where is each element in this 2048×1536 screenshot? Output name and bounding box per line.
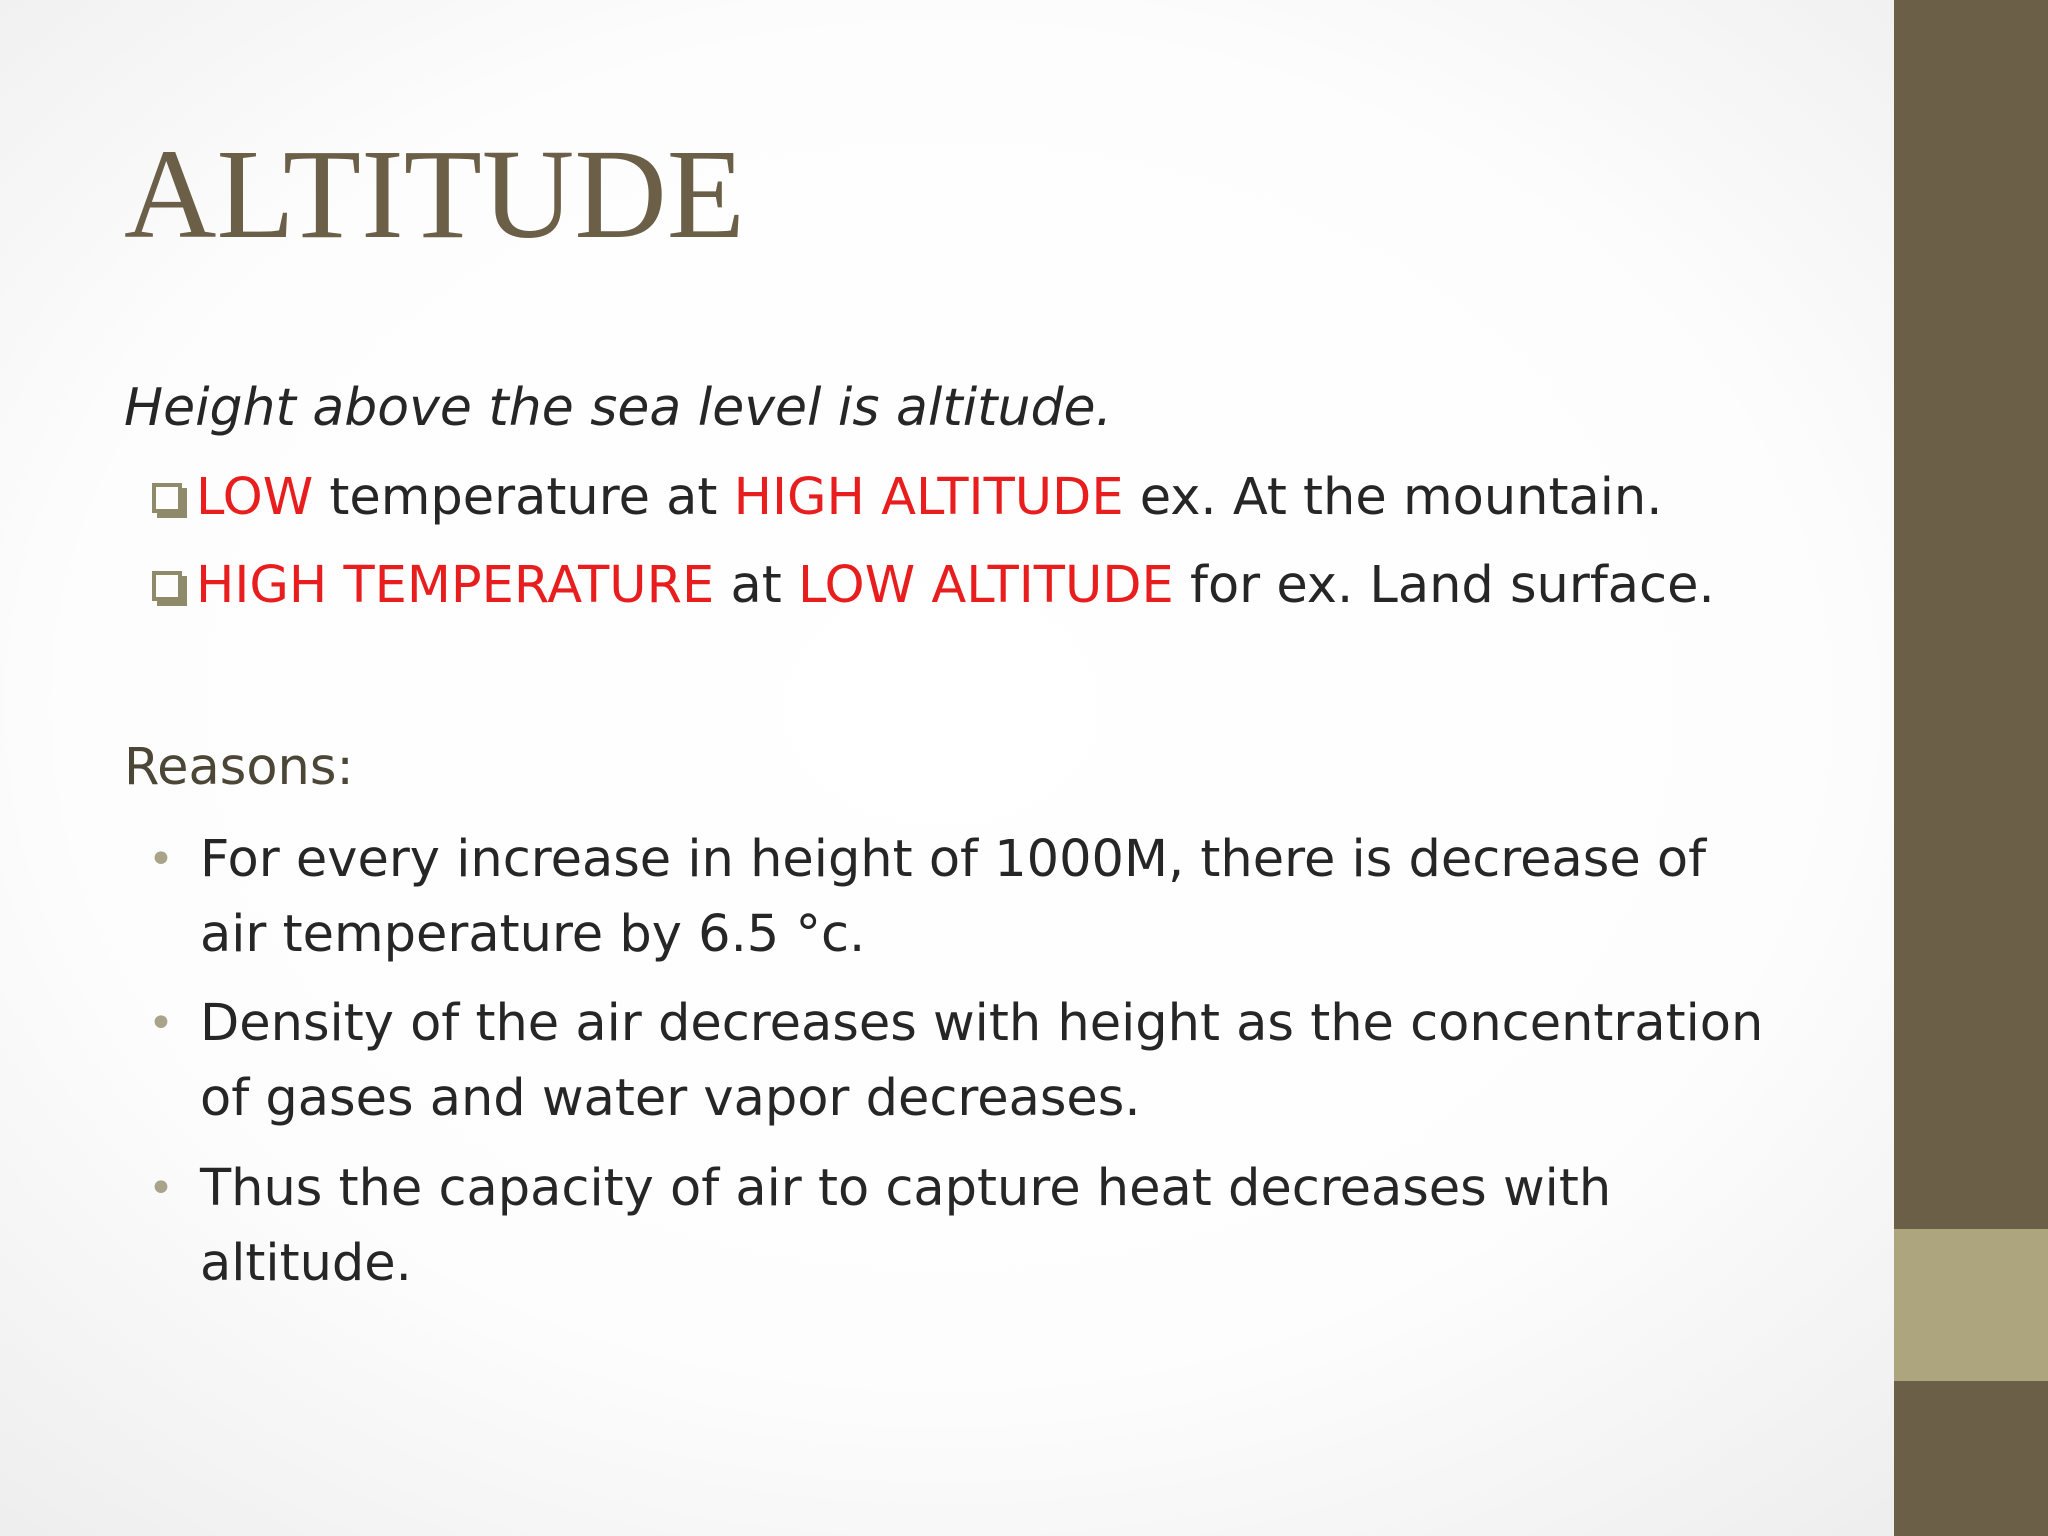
sidebar-accent-block — [1894, 1229, 2048, 1381]
checklist-item-high-temperature — [152, 556, 1715, 615]
checkbox-bullet-icon — [152, 571, 182, 601]
checklist-part: for ex. Land surface. — [1173, 556, 1715, 615]
checklist-part: LOW ALTITUDE — [797, 556, 1174, 615]
checklist-item-low-temperature — [152, 468, 1663, 527]
intro-definition: Height above the sea level is altitude. — [124, 378, 1113, 438]
reason-text: Density of the air decreases with height as the concentration of gases and water vapor decreases. — [200, 994, 1764, 1128]
reason-bullet-item — [148, 986, 1788, 1136]
bullet-dot-icon: • — [148, 834, 174, 885]
checkbox-bullet-icon — [152, 483, 182, 513]
reason-text: Thus the capacity of air to capture heat decreases with altitude. — [200, 1159, 1612, 1293]
checklist-part: HIGH TEMPERATURE — [196, 556, 715, 615]
slide-title: ALTITUDE — [124, 123, 745, 265]
reason-bullet-item — [148, 822, 1788, 972]
checklist-part: ex. At the mountain. — [1123, 468, 1663, 527]
checklist-part: at — [714, 556, 798, 615]
reason-bullet-item — [148, 1151, 1788, 1301]
reasons-heading: Reasons: — [124, 738, 354, 797]
bullet-dot-icon: • — [148, 1163, 174, 1214]
checklist-part: LOW — [196, 468, 314, 527]
checklist-part: temperature at — [313, 468, 734, 527]
bullet-dot-icon: • — [148, 998, 174, 1049]
reason-text: For every increase in height of 1000M, there is decrease of air temperature by 6.5 °c. — [200, 830, 1707, 964]
checklist-part: HIGH ALTITUDE — [733, 468, 1124, 527]
